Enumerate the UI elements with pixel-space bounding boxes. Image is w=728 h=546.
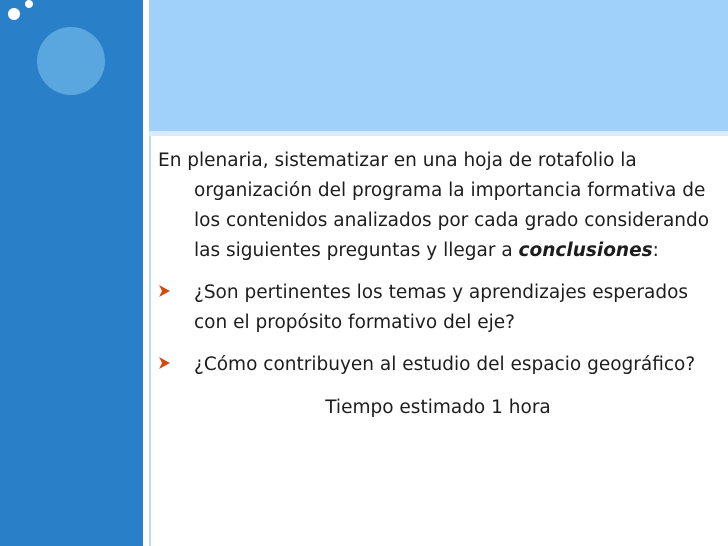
divider bbox=[149, 131, 728, 136]
slide-body bbox=[158, 146, 718, 423]
paragraph-text-end: : bbox=[652, 240, 659, 261]
intro-paragraph bbox=[158, 146, 718, 266]
bullet-text: ¿Son pertinentes los temas y aprendizajes esperados con el propósito formativo del eje? bbox=[194, 282, 689, 333]
decorative-dot bbox=[8, 8, 20, 20]
header-band bbox=[149, 0, 728, 131]
emphasis-text: conclusiones bbox=[518, 240, 653, 261]
arrow-bullet-icon bbox=[158, 278, 194, 338]
decorative-sidebar bbox=[0, 0, 143, 546]
paragraph-text: En plenaria, sistematizar en una hoja de rotafolio la organización del programa la importancia formativa de los contenidos analizados por cada grado considerando las siguientes preguntas y llegar a bbox=[158, 150, 710, 261]
time-estimate: Tiempo estimado 1 hora bbox=[325, 397, 551, 418]
divider bbox=[149, 136, 151, 546]
list-item bbox=[158, 350, 718, 381]
arrow-bullet-icon bbox=[158, 350, 194, 381]
decorative-dot bbox=[25, 0, 33, 8]
bullet-text: ¿Cómo contribuyen al estudio del espacio geográfico? bbox=[194, 354, 696, 375]
decorative-circle bbox=[37, 27, 105, 95]
list-item bbox=[158, 278, 718, 338]
